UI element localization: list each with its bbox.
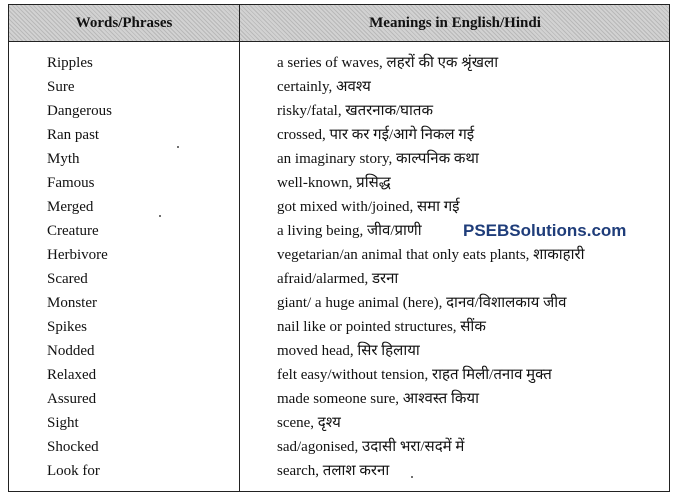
- meaning-cell: vegetarian/an animal that only eats plants, शाकाहारी: [277, 247, 585, 263]
- word-cell: Herbivore: [47, 247, 108, 263]
- word-cell: Monster: [47, 295, 97, 311]
- table-row: [9, 435, 669, 459]
- table-row: [9, 291, 669, 315]
- word-cell: Scared: [47, 271, 88, 287]
- meaning-cell: sad/agonised, उदासी भरा/सदमें में: [277, 439, 465, 455]
- table-row: [9, 147, 669, 171]
- meaning-cell: felt easy/without tension, राहत मिली/तनाव मुक्त: [277, 367, 552, 383]
- table-row: [9, 51, 669, 75]
- table-body: [9, 51, 669, 483]
- meaning-cell: moved head, सिर हिलाया: [277, 343, 420, 359]
- table-row: [9, 99, 669, 123]
- header-words-phrases: Words/Phrases: [75, 15, 173, 31]
- meaning-cell: an imaginary story, काल्पनिक कथा: [277, 151, 479, 167]
- speck-mark: [411, 476, 413, 478]
- table-row: [9, 411, 669, 435]
- speck-mark: [159, 215, 161, 217]
- meaning-cell: afraid/alarmed, डरना: [277, 271, 399, 287]
- table-row: [9, 459, 669, 483]
- table-header: [9, 5, 669, 42]
- meaning-cell: got mixed with/joined, समा गई: [277, 199, 460, 215]
- table-row: [9, 171, 669, 195]
- table-row: [9, 267, 669, 291]
- word-cell: Relaxed: [47, 367, 97, 383]
- meaning-cell: crossed, पार कर गई/आगे निकल गई: [277, 127, 475, 143]
- meaning-cell: giant/ a huge animal (here), दानव/विशालकाय जीव: [277, 295, 567, 311]
- word-cell: Dangerous: [47, 103, 112, 119]
- word-cell: Ran past: [47, 127, 100, 143]
- vocabulary-table: [8, 4, 670, 492]
- table-row: [9, 195, 669, 219]
- table-row: [9, 339, 669, 363]
- word-cell: Famous: [47, 175, 95, 191]
- word-cell: Assured: [47, 391, 97, 407]
- word-cell: Look for: [47, 463, 100, 479]
- meaning-cell: scene, दृश्य: [277, 415, 341, 431]
- table-row: [9, 387, 669, 411]
- table-row: [9, 243, 669, 267]
- meaning-cell: a living being, जीव/प्राणी: [277, 223, 422, 239]
- meaning-cell: made someone sure, आश्वस्त किया: [277, 391, 479, 407]
- table-row: [9, 315, 669, 339]
- watermark-logo: PSEBSolutions.com: [463, 221, 627, 240]
- table-row: [9, 75, 669, 99]
- meaning-cell: nail like or pointed structures, सींक: [277, 319, 486, 335]
- meaning-cell: well-known, प्रसिद्ध: [277, 175, 391, 191]
- table-row: [9, 363, 669, 387]
- word-cell: Creature: [47, 223, 99, 239]
- header-meanings: Meanings in English/Hindi: [369, 15, 541, 31]
- speck-mark: [177, 146, 179, 148]
- word-cell: Sure: [47, 79, 75, 95]
- table-row: [9, 123, 669, 147]
- word-cell: Sight: [47, 415, 79, 431]
- meaning-cell: search, तलाश करना: [277, 463, 390, 479]
- word-cell: Nodded: [47, 343, 95, 359]
- meaning-cell: certainly, अवश्य: [277, 79, 371, 95]
- word-cell: Spikes: [47, 319, 88, 335]
- word-cell: Merged: [47, 199, 94, 215]
- word-cell: Myth: [47, 151, 80, 167]
- meaning-cell: a series of waves, लहरों की एक श्रृंखला: [277, 55, 499, 71]
- meaning-cell: risky/fatal, खतरनाक/घातक: [277, 103, 433, 119]
- word-cell: Ripples: [47, 55, 93, 71]
- word-cell: Shocked: [47, 439, 99, 455]
